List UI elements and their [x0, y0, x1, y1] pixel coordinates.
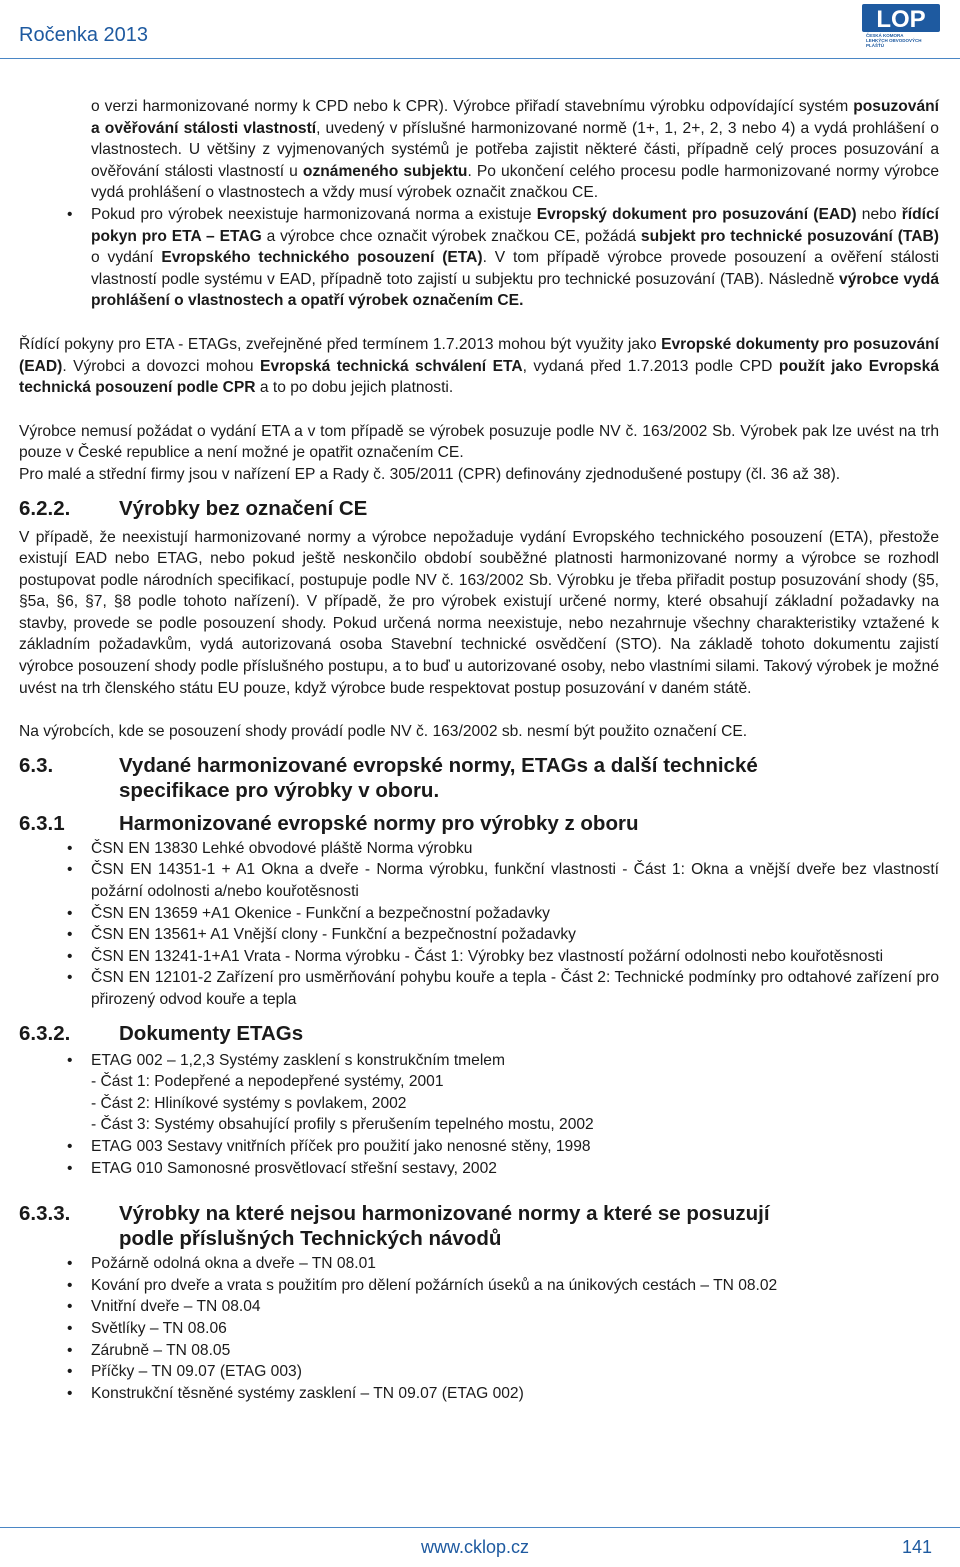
- list-item: • Vnitřní dveře – TN 08.04: [91, 1296, 939, 1318]
- list-item: • Zárubně – TN 08.05: [91, 1340, 939, 1362]
- list-item: • ČSN EN 12101-2 Zařízení pro usměrňování pohybu kouře a tepla - Část 2: Technické podmínky pro odtahové zařízení pro přirozený odvod kouře a tepla: [91, 967, 939, 1010]
- section-heading-6-3-1: 6.3.1 Harmonizované evropské normy pro výrobky z oboru: [19, 811, 639, 835]
- header-divider: [0, 58, 960, 59]
- list-item: • Požárně odolná okna a dveře – TN 08.01: [91, 1253, 939, 1275]
- footer-divider: [0, 1527, 960, 1528]
- harmonized-norms-list: [19, 838, 939, 1011]
- list-item: • Světlíky – TN 08.06: [91, 1318, 939, 1340]
- section-6-2-2-paragraph: V případě, že neexistují harmonizované normy a výrobce nepožaduje vydání Evropského technického posouzení (ETA), přestože existují EAD nebo ETAG, nebo pokud ještě neskončilo období souběžné platnosti harmonizované normy a výrobce se rozhodl postupovat podle národních specifikací, postupuje podle NV č. 163/2002 Sb. Výrobku je třeba přiřadit postup posuzování shody (§5, §5a, §6, §7, §8 podle tohoto nařízení). V případě, že pro výrobek existují určené normy, které obsahují základní požadavky na stavby, provede se podle posouzení shody. Pokud určená norma neexistuje, nebo nezahrnuje všechny charakteristiky vztažené k základním požadavkům, vydá autorizovaná osoba Stavební technické osvědčení (STO). Na základě tohoto dokumentu zajistí výrobce posouzení shody podle příslušného postupu, a to buď u autorizované osoby, nebo vlastními silami. Takový výrobek je možné uvést na trh členského státu EU pouze, když výrobce bude respektovat postup posuzování v daném státě.: [19, 528, 939, 697]
- list-item: • ČSN EN 13241-1+A1 Vrata - Norma výrobku - Část 1: Výrobky bez vlastností požární odolnosti nebo kouřotěsnosti: [91, 946, 939, 968]
- page-header: [0, 0, 960, 70]
- intro-bullet-list: [19, 204, 939, 312]
- section-heading-6-2-2: 6.2.2. Výrobky bez označení CE: [19, 496, 368, 520]
- intro-paragraph: o verzi harmonizované normy k CPD nebo k CPR). Výrobce přiřadí stavebnímu výrobku odpovídající systém posuzování a ověřování stálosti vlastností, uvedený v příslušné harmonizované normě (1+, 1, 2+, 2, 3 nebo 4) a vydá prohlášení o vlastnostech. U většiny z vyjmenovaných systémů je potřeba zajistit některé části, případně celý proces posuzování a ověřování stálosti vlastností u oznámeného subjektu. Po ukončení celého procesu podle harmonizované normy výrobce vydá prohlášení o vlastnostech a vždy musí výrobek označit značkou CE.: [91, 98, 939, 202]
- page-content: [19, 96, 939, 1404]
- list-item: • Pokud pro výrobek neexistuje harmonizovaná norma a existuje Evropský dokument pro posuzování (EAD) nebo řídící pokyn pro ETA – ETAG a výrobce chce označit výrobek značkou CE, požádá subjekt pro technické posuzování (TAB) o vydání Evropského technického posouzení (ETA). V tom případě výrobce provede posouzení a ověření stálosti vlastností podle systému v EAD, případně toto zajistí u subjektu pro technické posuzování (TAB). Následně výrobce vydá prohlášení o vlastnostech a opatří výrobek označením CE.: [91, 204, 939, 312]
- etag-transition-paragraph: Řídící pokyny pro ETA - ETAGs, zveřejněné před termínem 1.7.2013 mohou být využity jako Evropské dokumenty pro posuzování (EAD). Výrobci a dovozci mohou Evropská technická schválení ETA, vydaná před 1.7.2013 podle CPD použít jako Evropská technická posouzení podle CPR a to po dobu jejich platnosti.: [19, 335, 939, 397]
- section-heading-6-3-2: 6.3.2. Dokumenty ETAGs: [19, 1021, 304, 1045]
- list-item: • Konstrukční těsněné systémy zasklení – TN 09.07 (ETAG 002): [91, 1383, 939, 1405]
- sub-item: - Část 2: Hliníkové systémy s povlakem, 2002: [91, 1094, 407, 1112]
- list-item: • ČSN EN 13659 +A1 Okenice - Funkční a bezpečnostní požadavky: [91, 903, 939, 925]
- header-title: Ročenka 2013: [19, 24, 148, 46]
- logo-text: LOP: [876, 6, 926, 33]
- list-item: • ČSN EN 14351-1 + A1 Okna a dveře - Norma výrobku, funkční vlastnosti - Část 1: Okna a vnější dveře bez vlastností požární odolnosti a/nebo kouřotěsnosti: [91, 859, 939, 902]
- list-item: • Příčky – TN 09.07 (ETAG 003): [91, 1361, 939, 1383]
- list-item: • ETAG 003 Sestavy vnitřních příček pro použití jako nenosné stěny, 1998: [91, 1136, 939, 1158]
- list-item: • ETAG 010 Samonosné prosvětlovací střešní sestavy, 2002: [91, 1158, 939, 1180]
- etag-list: [19, 1050, 939, 1180]
- sme-paragraph: Pro malé a střední firmy jsou v nařízení EP a Rady č. 305/2011 (CPR) definovány zjednodušené postupy (čl. 36 až 38).: [19, 465, 841, 483]
- technical-guides-list: [19, 1253, 939, 1404]
- list-item: • ČSN EN 13561+ A1 Vnější clony - Funkční a bezpečnostní požadavky: [91, 924, 939, 946]
- sub-item: - Část 3: Systémy obsahující profily s přerušením tepelného mostu, 2002: [91, 1116, 594, 1134]
- list-item: • Kování pro dveře a vrata s použitím pro dělení požárních úseků a na únikových cestách – TN 08.02: [91, 1275, 939, 1297]
- logo-subtitle: ČESKÁ KOMORA LEHKÝCH OBVODOVÝCH PLÁŠŤŮ: [866, 33, 922, 48]
- section-6-2-2-note: Na výrobcích, kde se posouzení shody provádí podle NV č. 163/2002 sb. nesmí být použito označení CE.: [19, 723, 748, 741]
- section-heading-6-3: 6.3. Vydané harmonizované evropské normy, ETAGs a další technické specifikace pro výrobky v oboru.: [19, 753, 758, 802]
- page-number: 141: [902, 1537, 933, 1557]
- sub-item: - Část 1: Podepřené a nepodepřené systémy, 2001: [91, 1073, 444, 1091]
- nv-paragraph: Výrobce nemusí požádat o vydání ETA a v tom případě se výrobek posuzuje podle NV č. 163/2002 Sb. Výrobek pak lze uvést na trh pouze v České republice a není možné je opatřit označením CE.: [19, 422, 939, 462]
- list-item: • ETAG 002 – 1,2,3 Systémy zasklení s konstrukčním tmelem - Část 1: Podepřené a nepodepřené systémy, 2001 - Část 2: Hliníkové systémy s povlakem, 2002 - Část 3: Systémy obsahující profily s přerušením tepelného mostu, 2002: [91, 1050, 939, 1136]
- list-item: • ČSN EN 13830 Lehké obvodové pláště Norma výrobku: [91, 838, 939, 860]
- footer-website-link[interactable]: www.cklop.cz: [421, 1537, 530, 1557]
- section-heading-6-3-3: 6.3.3. Výrobky na které nejsou harmonizované normy a které se posuzují podle příslušných Technických návodů: [19, 1202, 770, 1251]
